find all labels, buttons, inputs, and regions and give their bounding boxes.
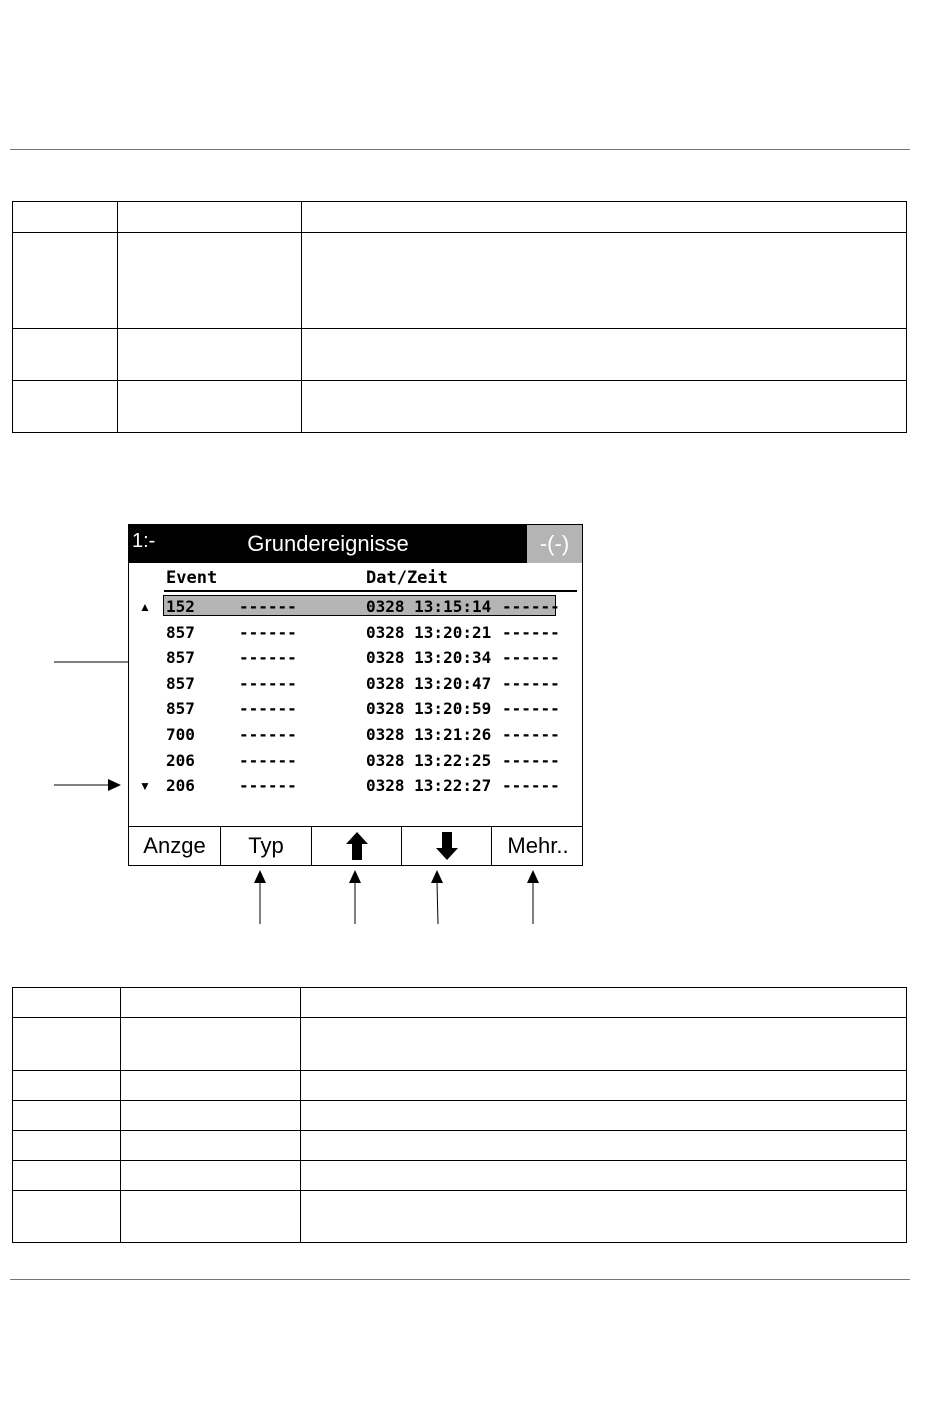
callout-mehr-arrow-icon [527, 870, 539, 883]
event-datetime: 0328 13:15:14 [366, 597, 492, 616]
table-row[interactable] [129, 646, 582, 670]
event-extra: ------ [502, 597, 560, 616]
event-extra: ------ [502, 725, 560, 744]
top-rule [10, 149, 910, 150]
softkey-typ[interactable]: Typ [221, 827, 312, 865]
callout-typ-arrow-icon [254, 870, 266, 883]
event-code: 857 [166, 648, 195, 668]
callout-down-line [437, 882, 438, 924]
event-type: ------ [239, 725, 297, 744]
table-row[interactable] [129, 774, 582, 798]
scroll-down-icon[interactable]: ▼ [139, 779, 151, 793]
up-arrow-icon [345, 831, 369, 861]
table-row[interactable] [129, 749, 582, 773]
softkey-mehr[interactable]: Mehr.. [507, 833, 569, 858]
bottom-table [12, 987, 907, 1243]
title-line-indicator: 1:- [132, 530, 156, 552]
event-extra: ------ [502, 622, 560, 642]
event-datetime: 0328 13:20:34 [366, 648, 492, 668]
table-row[interactable] [129, 621, 582, 645]
event-extra: ------ [502, 673, 560, 693]
lcd-screen [128, 524, 583, 866]
softkey-anzge[interactable]: Anzge [129, 827, 221, 865]
down-arrow-icon [435, 831, 459, 861]
table-row[interactable] [129, 697, 582, 721]
callout-scroll-arrow-icon [108, 779, 121, 791]
event-datetime: 0328 13:21:26 [366, 725, 492, 744]
header-underline [164, 590, 577, 592]
event-extra: ------ [502, 750, 560, 770]
table-row[interactable] [129, 723, 582, 747]
selection-highlight [163, 595, 556, 616]
callout-down-arrow-icon [431, 870, 443, 883]
event-datetime: 0328 13:22:27 [366, 776, 492, 796]
header-datetime: Dat/Zeit [366, 568, 448, 588]
event-code: 152 [166, 597, 195, 616]
callout-up-arrow-icon [349, 870, 361, 883]
event-type: ------ [239, 597, 297, 616]
softkey-down[interactable] [402, 827, 492, 865]
event-code: 700 [166, 725, 195, 744]
screen-title: Grundereignisse [247, 531, 409, 556]
event-datetime: 0328 13:20:59 [366, 699, 492, 719]
table-row[interactable] [129, 672, 582, 696]
event-code: 857 [166, 673, 195, 693]
event-type: ------ [239, 673, 297, 693]
event-code: 857 [166, 699, 195, 719]
event-type: ------ [239, 776, 297, 796]
header-event: Event [166, 568, 218, 588]
event-extra: ------ [502, 776, 560, 796]
title-bar [129, 525, 582, 563]
scroll-up-icon[interactable]: ▲ [139, 600, 151, 614]
softkey-up[interactable] [312, 827, 402, 865]
event-extra: ------ [502, 699, 560, 719]
event-code: 206 [166, 776, 195, 796]
event-type: ------ [239, 622, 297, 642]
top-table [12, 201, 907, 433]
table-row[interactable] [129, 595, 582, 619]
bottom-rule [10, 1279, 910, 1280]
event-datetime: 0328 13:22:25 [366, 750, 492, 770]
event-type: ------ [239, 648, 297, 668]
event-datetime: 0328 13:20:47 [366, 673, 492, 693]
event-code: 857 [166, 622, 195, 642]
event-datetime: 0328 13:20:21 [366, 622, 492, 642]
softkey-bar [129, 826, 582, 865]
event-type: ------ [239, 750, 297, 770]
title-status-box: -(-) [527, 525, 582, 563]
event-extra: ------ [502, 648, 560, 668]
event-type: ------ [239, 699, 297, 719]
event-code: 206 [166, 750, 195, 770]
